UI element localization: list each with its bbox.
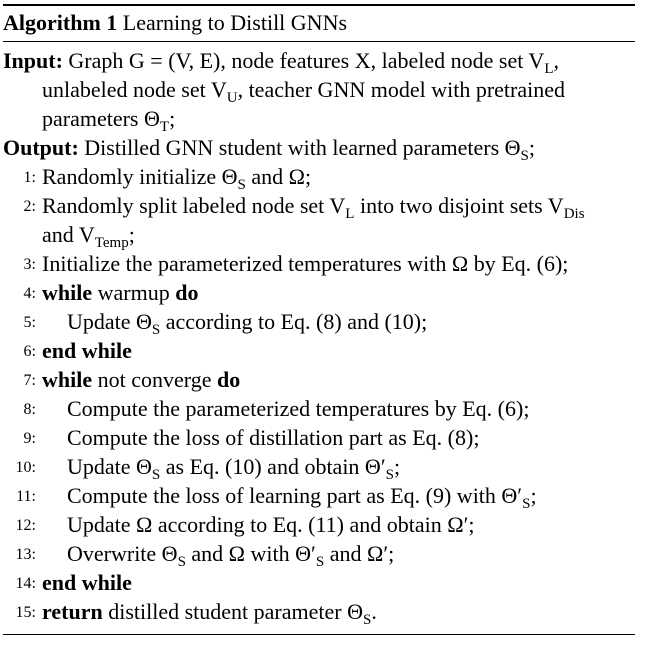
bottom-rule [3, 634, 635, 635]
step-text: Initialize the parameterized temperatures with Ω by Eq. (6); [42, 251, 569, 276]
step-text: Compute the parameterized temperatures by Eq. (6); [67, 396, 530, 421]
output-sub: S [520, 148, 529, 164]
line-number: 3: [23, 256, 36, 273]
input-sub-2: U [226, 90, 238, 106]
step-text: Randomly split labeled node set $V_L$ into two disjoint sets $V_{Dis}$ [42, 193, 585, 222]
step-text: while warmup do [42, 280, 199, 305]
output-end: ; [528, 135, 535, 160]
step-line [3, 452, 635, 481]
step-text: while not converge do [42, 367, 241, 392]
caption-title: Learning to Distill GNNs [122, 10, 348, 35]
step-text: end while [42, 570, 132, 595]
output-line [3, 133, 635, 162]
line-number: 2: [23, 198, 36, 215]
step-line [3, 394, 635, 423]
output-text: Distilled GNN student with learned parameters Θ [84, 135, 521, 160]
input-text-2: unlabeled node set V [42, 77, 227, 102]
step-line [3, 191, 635, 220]
step-text: and $V_{Temp}$; [42, 222, 135, 251]
step-text: Overwrite $\Theta_S$ and Ω with $\Theta'_S$ and Ω′; [67, 541, 395, 570]
step-line [3, 423, 635, 452]
step-line [3, 365, 635, 394]
input-end-3: ; [169, 106, 176, 131]
step-line [3, 249, 635, 278]
step-line [3, 539, 635, 568]
step-line-continuation [3, 220, 635, 249]
step-text: Update $\Theta_S$ as Eq. (10) and obtain $\Theta'_S$; [67, 454, 401, 483]
step-text: Update Ω according to Eq. (11) and obtain Ω′; [67, 512, 475, 537]
step-line [3, 336, 635, 365]
line-number: 4: [23, 285, 36, 302]
input-end-1: , [553, 48, 559, 73]
output-label: Output: [3, 135, 79, 160]
line-number: 11: [16, 488, 36, 505]
input-sub-1: L [544, 61, 554, 77]
line-number: 10: [15, 459, 36, 476]
input-text-1: Graph G = (V, E), node features X, labeled node set V [68, 48, 545, 73]
step-line [3, 597, 635, 626]
step-line [3, 162, 635, 191]
line-number: 15: [15, 604, 36, 621]
step-line [3, 510, 635, 539]
step-line [3, 278, 635, 307]
input-end-2: , teacher GNN model with pretrained [237, 77, 565, 102]
caption-label: Algorithm 1 [3, 10, 118, 35]
line-number: 7: [23, 372, 36, 389]
line-number: 8: [23, 401, 36, 418]
input-text-3: parameters Θ [42, 106, 160, 131]
line-number: 5: [23, 314, 36, 331]
step-line [3, 307, 635, 336]
caption-rule [3, 41, 635, 42]
input-label: Input: [3, 48, 63, 73]
algorithm-block [3, 4, 635, 635]
line-number: 14: [15, 575, 36, 592]
step-line [3, 568, 635, 597]
input-line [3, 46, 635, 133]
input-sub-3: T [159, 119, 170, 135]
step-text: Compute the loss of distillation part as Eq. (8); [67, 425, 480, 450]
step-line [3, 481, 635, 510]
line-number: 9: [23, 430, 36, 447]
step-text: return distilled student parameter $\Theta_S$. [42, 599, 377, 628]
line-number: 6: [23, 343, 36, 360]
line-number: 12: [15, 517, 36, 534]
line-number: 1: [23, 169, 36, 186]
algorithm-caption [3, 6, 635, 41]
step-text: Randomly initialize $\Theta_S$ and Ω; [42, 164, 312, 193]
step-text: Compute the loss of learning part as Eq. (9) with $\Theta'_S$; [67, 483, 537, 512]
step-text: Update $\Theta_S$ according to Eq. (8) and (10); [67, 309, 428, 338]
line-number: 13: [15, 546, 36, 563]
step-text: end while [42, 338, 132, 363]
